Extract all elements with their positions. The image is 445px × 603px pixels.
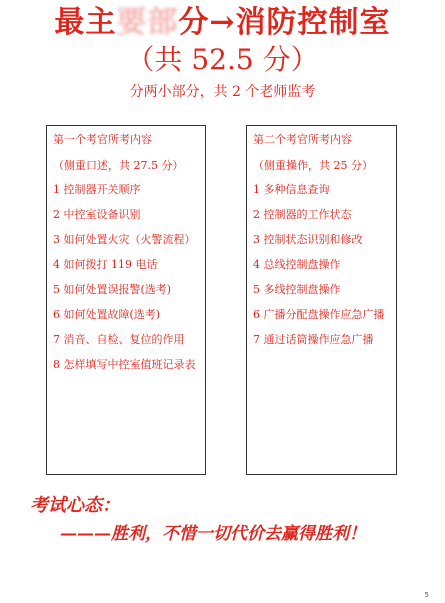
list-item: 8 怎样填写中控室值班记录表 xyxy=(53,358,196,371)
list-item: 5 多线控制盘操作 xyxy=(253,283,341,296)
first-examiner-list xyxy=(53,182,199,382)
list-item: 1 多种信息查询 xyxy=(253,183,330,196)
second-examiner-note: （侧重操作，共 25 分） xyxy=(253,159,373,172)
title-part-1: 最主 xyxy=(54,5,117,40)
slogan: ———胜利，不惜一切代价去赢得胜利！ xyxy=(60,524,366,544)
list-item: 3 控制状态识别和修改 xyxy=(253,233,363,246)
title-part-2: 分→消防控制室 xyxy=(178,5,391,40)
mindset-label: 考试心态： xyxy=(30,495,120,516)
list-item: 3 如何处置火灾（火警流程） xyxy=(53,233,196,246)
list-item: 6 广播分配盘操作应急广播 xyxy=(253,308,385,321)
page-number: 5 xyxy=(424,591,429,599)
first-examiner-box xyxy=(46,125,206,475)
second-examiner-box xyxy=(246,125,397,475)
title-score: （共 52.5 分） xyxy=(126,43,319,76)
list-item: 5 如何处置误报警(选考) xyxy=(53,283,172,296)
first-examiner-note: （侧重口述，共 27.5 分） xyxy=(53,159,184,172)
list-item: 7 通过话筒操作应急广播 xyxy=(253,333,374,346)
title-blurred-part: 要部 xyxy=(116,5,179,40)
list-item: 7 消音、自检、复位的作用 xyxy=(53,333,185,346)
list-item: 4 如何拨打 119 电话 xyxy=(53,258,158,271)
first-examiner-title: 第一个考官所考内容 xyxy=(53,133,152,146)
page-title xyxy=(0,4,445,42)
second-examiner-title: 第二个考官所考内容 xyxy=(253,133,352,146)
list-item: 6 如何处置故障(选考) xyxy=(53,308,161,321)
list-item: 2 中控室设备识别 xyxy=(53,208,141,221)
list-item: 4 总线控制盘操作 xyxy=(253,258,341,271)
second-examiner-list xyxy=(253,182,390,357)
subtitle: 分两小部分，共 2 个老师监考 xyxy=(129,84,316,100)
list-item: 1 控制器开关顺序 xyxy=(53,183,141,196)
list-item: 2 控制器的工作状态 xyxy=(253,208,352,221)
